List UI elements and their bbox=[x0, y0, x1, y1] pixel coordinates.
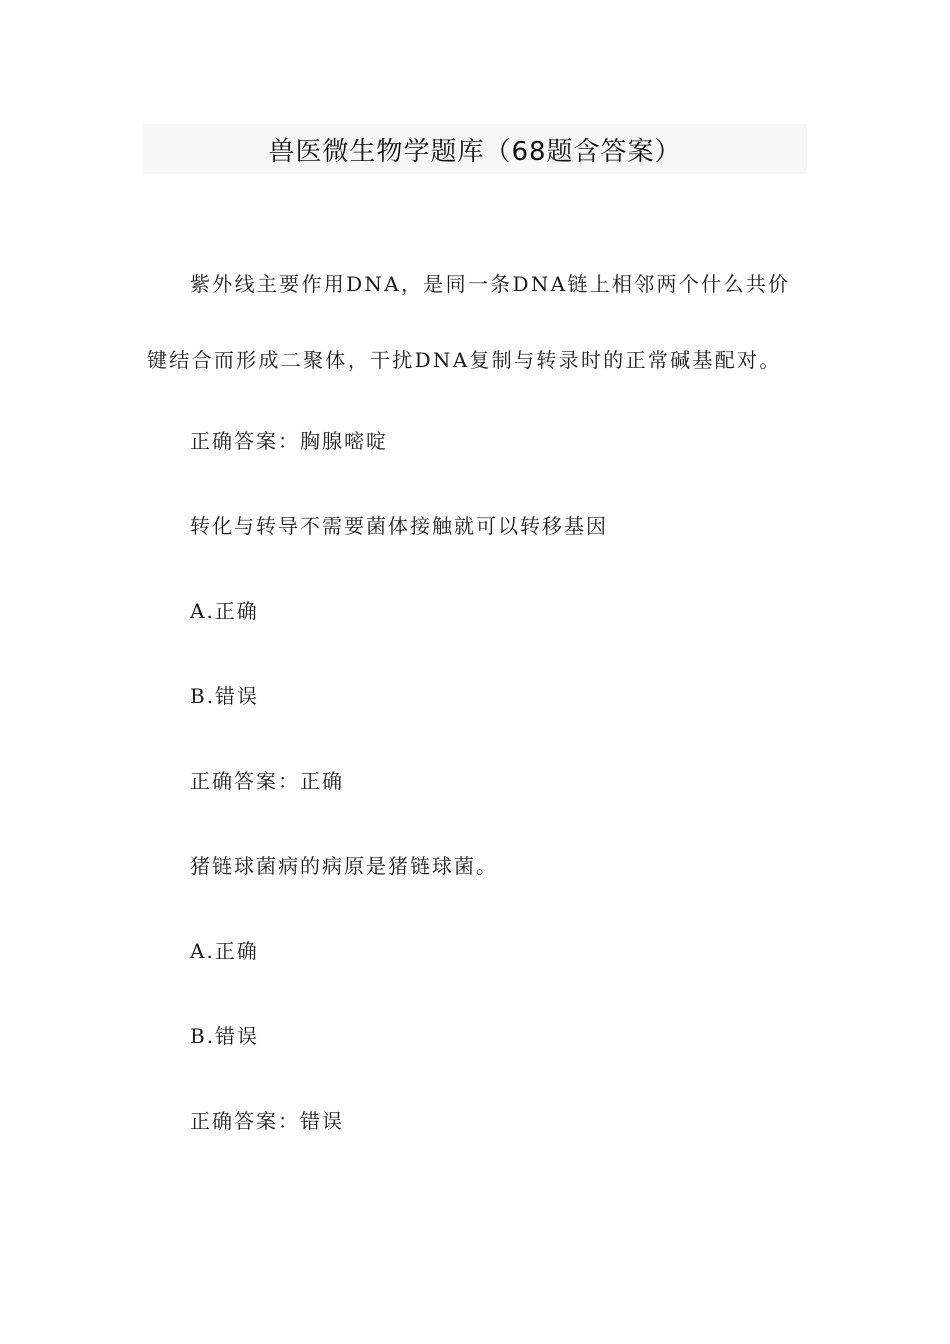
question-3-option-a: A.正确 bbox=[190, 939, 259, 963]
answer-1: 正确答案：胸腺嘧啶 bbox=[190, 429, 388, 453]
answer-3: 正确答案：错误 bbox=[190, 1109, 344, 1133]
question-3-text: 猪链球菌病的病原是猪链球菌。 bbox=[190, 854, 498, 878]
question-2-text: 转化与转导不需要菌体接触就可以转移基因 bbox=[190, 514, 608, 538]
document-title: 兽医微生物学题库（68题含答案） bbox=[268, 136, 682, 167]
answer-2: 正确答案：正确 bbox=[190, 769, 344, 793]
title-band bbox=[143, 124, 807, 174]
question-2-option-b: B.错误 bbox=[190, 684, 260, 708]
question-3-option-b: B.错误 bbox=[190, 1024, 260, 1048]
question-1-text: 紫外线主要作用DNA，是同一条DNA链上相邻两个什么共价键结合而形成二聚体，干扰DNA复制与转录时的正常碱基配对。 bbox=[147, 272, 791, 372]
question-2-option-a: A.正确 bbox=[190, 599, 259, 623]
